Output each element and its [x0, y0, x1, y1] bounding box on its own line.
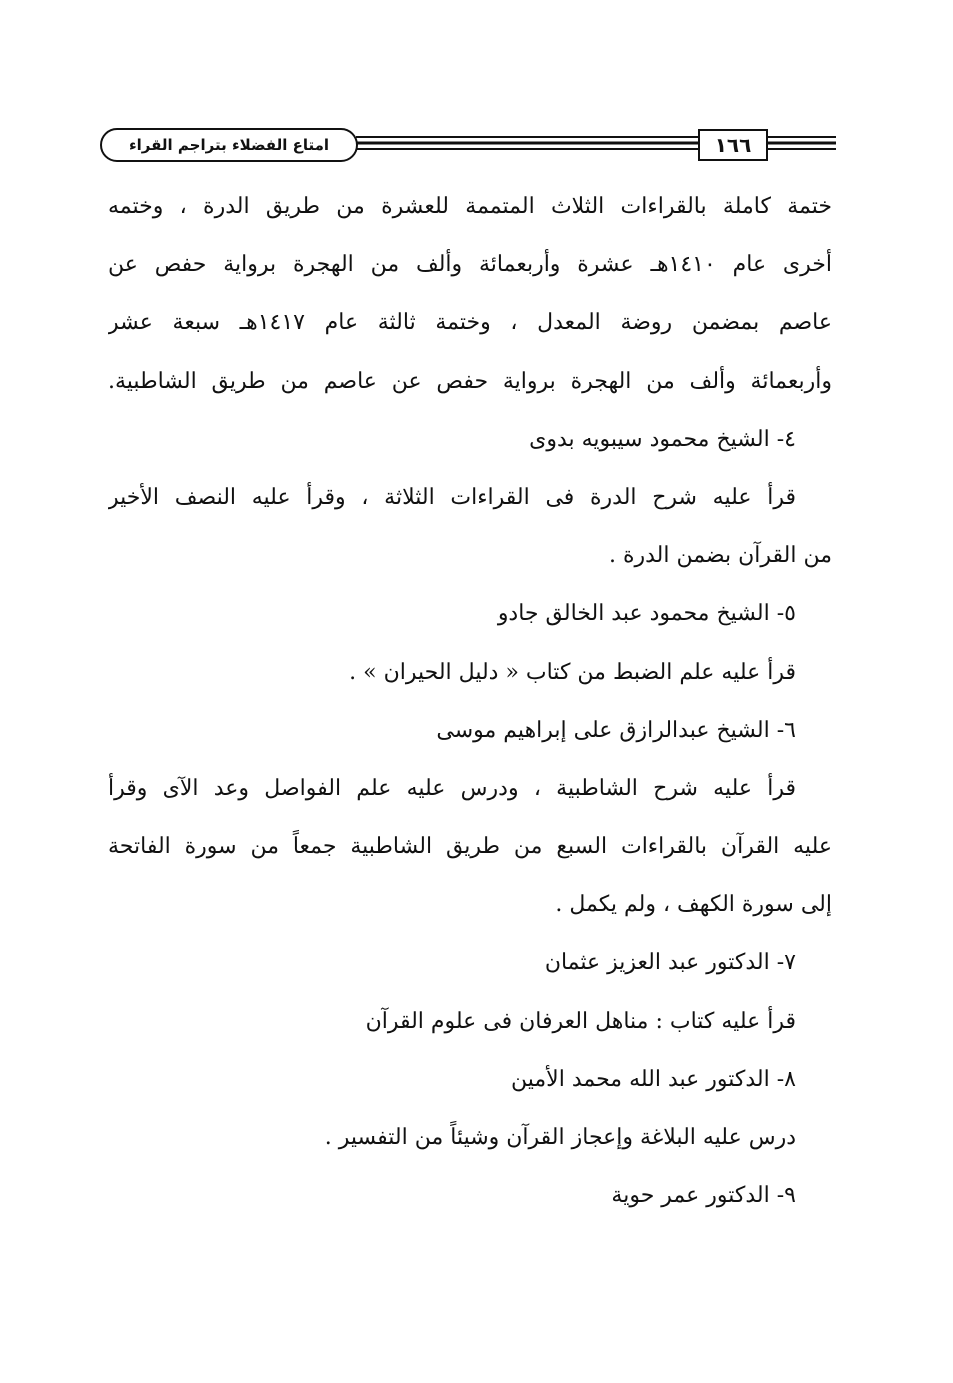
paragraph-line: وأربعمائة وألف من الهجرة برواية حفص عن عاصم من طريق الشاطبية. [108, 368, 832, 394]
paragraph-line: قرأ عليه كتاب : مناهل العرفان فى علوم القرآن [365, 1008, 796, 1034]
paragraph-line: قرأ عليه شرح الشاطبية ، ودرس عليه علم الفواصل وعد الآى وقرأ [108, 775, 796, 801]
book-title: امتاع الفضلاء بتراجم القراء [100, 128, 358, 162]
paragraph-line: ختمة كاملة بالقراءات الثلاث المتممة للعشرة من طريق الدرة ، وختمه [108, 194, 832, 219]
teacher-heading: ٤- الشيخ محمود سيبويه بدوى [529, 426, 796, 452]
teacher-heading: ٦- الشيخ عبدالرازق على إبراهيم موسى [436, 717, 796, 743]
teacher-heading: ٨- الدكتور عبد الله محمد الأمين [511, 1066, 796, 1092]
teacher-heading: ٥- الشيخ محمود عبد الخالق جادو [497, 601, 796, 627]
paragraph-line: أخرى عام ١٤١٠هـ عشرة وأربعمائة وألف من الهجرة برواية حفص عن [108, 252, 832, 278]
running-header [100, 124, 836, 168]
paragraph-line: إلى سورة الكهف ، ولم يكمل . [555, 892, 832, 918]
paragraph-line: من القرآن بضمن الدرة . [608, 543, 832, 569]
page-body [108, 178, 832, 1225]
paragraph-line: عليه القرآن بالقراءات السبع من طريق الشاطبية جمعاً من سورة الفاتحة [108, 834, 832, 860]
paragraph-line: عاصم بمضمن روضة المعدل ، وختمة ثالثة عام ١٤١٧هـ سبعة عشر [108, 310, 832, 336]
teacher-heading: ٩- الدكتور عمر حوية [611, 1183, 796, 1209]
paragraph-line: قرأ عليه شرح الدرة فى القراءات الثلاثة ، وقرأ عليه النصف الأخير [108, 484, 796, 510]
paragraph-line: قرأ عليه علم الضبط من كتاب « دليل الحيران » . [349, 659, 796, 685]
page-number: ١٦٦ [698, 129, 768, 161]
teacher-heading: ٧- الدكتور عبد العزيز عثمان [544, 950, 796, 976]
paragraph-line: درس عليه البلاغة وإعجاز القرآن وشيئاً من التفسير . [324, 1125, 796, 1150]
